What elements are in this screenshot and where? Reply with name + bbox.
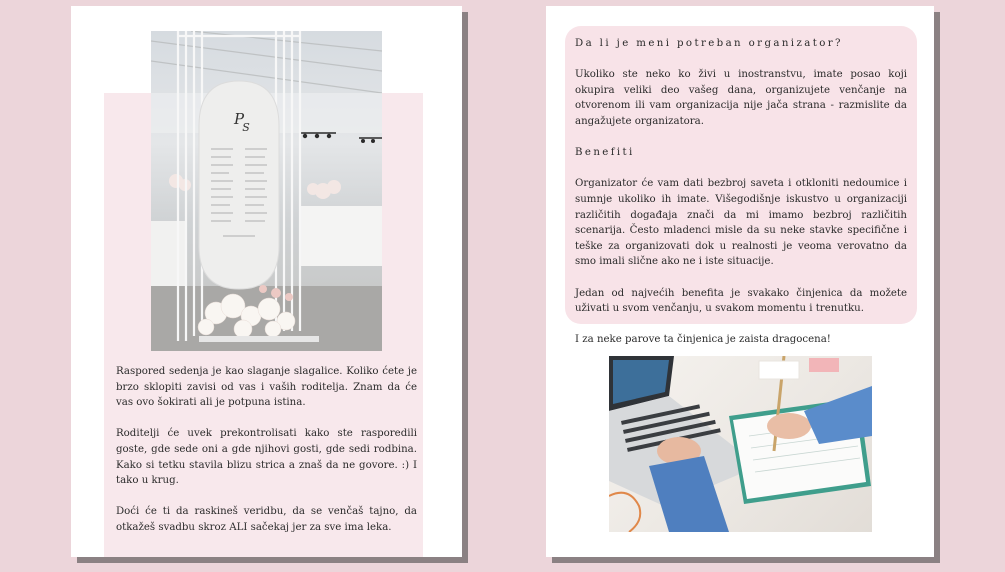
paragraph-abroad: Ukoliko ste neko ko živi u inostranstvu, imate posao koji okupira veliki deo vašeg dana, organizujete venčanje na otvorenom ili vam organizacija nije jača strana - razmislite da angažujete organizatora. [575,69,907,127]
paragraph-parents: Roditelji će uvek prekontrolisati kako ste rasporedili goste, gde sede oni a gde njihovi gosti, gde sedi rodbina. Kako si tetku stavila blizu strica a znaš da ne govore. :) I tako u krug. [116,428,417,487]
paragraph-advice: Organizator će vam dati bezbroj saveta i otkloniti nedoumice i sumnje ukoliko ih imate. Višegodišnje iskustvo u organizaciji različitih događaja znači da mi imamo bezbroj različitih scenarija. Često mladenci misle da su neke stavke specifične i teške za organizovati dok u realnosti je veoma verovatno da smo imali slične ako ne i iste situacije. [575,178,907,268]
paragraph-seating: Raspored sedenja je kao slaganje slagalice. Koliko ćete je brzo sklopiti zavisi od vas i vaših roditelja. Znam da će vas ovo šokirati ali je potpuna istina. [116,366,417,409]
desk-illustration [609,356,872,532]
paragraph-engagement: Doći će ti da raskineš veridbu, da se venčaš tajno, da otkažeš svadbu skroz ALI sačekaj jer za sve ima leka. [116,506,417,533]
heading-need-organizer: Da li je meni potreban organizator? [575,38,843,49]
planner-desk-photo [609,356,872,532]
right-body-text [575,36,907,363]
svg-text:P: P [233,110,245,128]
paragraph-precious: I za neke parove ta činjenica je zaista dragocena! [575,334,831,346]
left-page [71,6,462,557]
seating-arch-illustration [151,31,382,351]
left-body-text [116,364,417,551]
right-page [546,6,934,557]
seating-chart-arch-photo [151,31,382,351]
svg-text:S: S [242,121,250,134]
heading-benefits: Benefiti [575,147,635,159]
paragraph-enjoy: Jedan od najvećih benefita je svakako činjenica da možete uživati u svom venčanju, u svakom momentu i trenutku. [575,287,907,315]
